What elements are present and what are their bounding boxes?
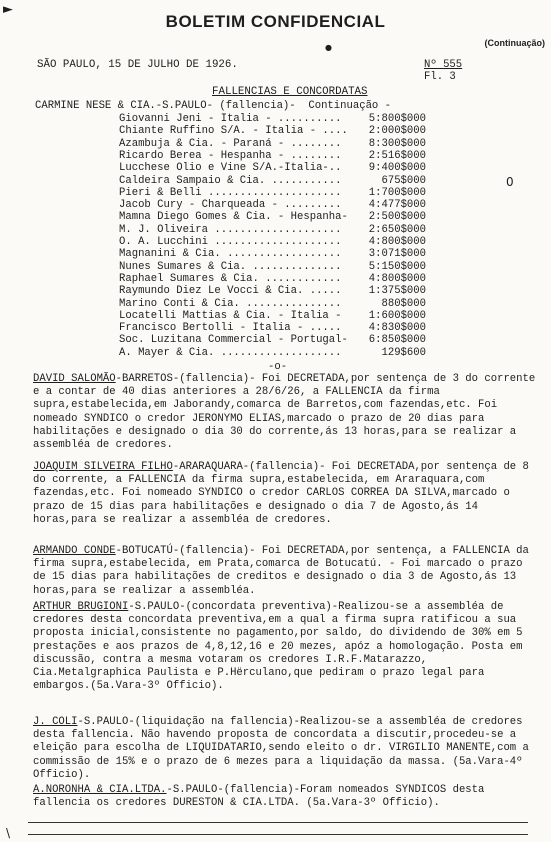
creditor-amount: 2:516$000 xyxy=(368,149,426,162)
creditor-row xyxy=(119,272,426,285)
creditor-row xyxy=(119,211,426,224)
corner-arrow-mark: ► xyxy=(3,2,13,17)
creditor-amount: 2:000$000 xyxy=(368,125,426,138)
creditor-amount: 675$000 xyxy=(381,174,426,187)
separator-mark: -o- xyxy=(268,361,288,373)
section-heading: FALLENCIAS E CONCORDATAS xyxy=(212,86,368,98)
creditor-row xyxy=(119,137,426,150)
closing-rule-2 xyxy=(28,834,528,835)
creditor-amount: 1:700$000 xyxy=(368,186,426,199)
creditor-name: A. Mayer & Cia. ................... xyxy=(119,346,342,359)
creditor-amount: 4:800$000 xyxy=(368,272,426,285)
creditor-amount: 9:400$000 xyxy=(368,162,426,175)
creditor-row xyxy=(119,260,426,273)
creditor-name: M. J. Oliveira .................... xyxy=(119,223,342,236)
creditor-row xyxy=(119,334,426,347)
creditor-name: Mamna Diego Gomes & Cia. - Hespanha- xyxy=(119,211,348,224)
creditor-name: Caldeira Sampaio & Cia. ........... xyxy=(119,174,342,187)
creditor-row xyxy=(119,125,426,138)
creditor-amount: 5:150$000 xyxy=(368,260,426,273)
creditor-amount: 8:300$000 xyxy=(368,137,426,150)
entry-head: J. COLI xyxy=(33,716,78,728)
date-line: SÃO PAULO, 15 DE JULHO DE 1926. xyxy=(37,59,238,71)
creditor-amount: 1:375$000 xyxy=(368,285,426,298)
entry-david-salomao xyxy=(33,373,538,452)
creditor-amount: 4:830$000 xyxy=(368,322,426,335)
creditor-name: Francisco Bertolli - Italia - ..... xyxy=(119,322,342,335)
creditor-name: Soc. Luzitana Commercial - Portugal- xyxy=(119,334,348,347)
entry-head: DAVID SALOMÃO xyxy=(33,373,116,385)
entry-armando-conde xyxy=(33,545,538,598)
entry-text: -S.PAULO-(concordata preventiva)-Realizou-se a assembléa de credores desta concordata preventiva,em a qual a firma supra ratificou a sua proposta inicial,consistente no pagamento,por saldo, do dividendo de 30% em 5 prestações e aos prazos de 4,8,12,16 e 20 mezes, apóz a homologação. Posta em discussão, contra a mesma votaram os credores I.R.F.Matarazzo, Cia.Metalgraphica Paulista e P.Hërculano,que pediram o prazo legal para embargos.(5a.Vara-3º Officio). xyxy=(33,601,523,693)
creditor-row xyxy=(119,186,426,199)
creditor-row xyxy=(119,297,426,310)
closing-rule-1 xyxy=(28,822,528,823)
creditor-name: Marino Conti & Cia. ............... xyxy=(119,297,342,310)
creditor-row xyxy=(119,199,426,212)
creditor-row xyxy=(119,285,426,298)
creditor-amount: 4:477$000 xyxy=(368,199,426,212)
entry-head: ARTHUR BRUGIONI xyxy=(33,601,129,613)
center-dot-mark: ● xyxy=(325,43,332,52)
creditor-amount: 5:800$000 xyxy=(368,113,426,125)
creditor-amount: 129$600 xyxy=(381,346,426,359)
entry-joaquim-silveira xyxy=(33,461,538,527)
entry-head: JOAQUIM SILVEIRA FILHO xyxy=(33,461,173,473)
creditor-name: Raphael Sumares & Cia. ............ xyxy=(119,272,342,285)
entry-text: -BARRETOS-(fallencia)- Foi DECRETADA,por sentença de 3 do corrente e a contar de 40 dias anteriores a 28/6/26, a FALLENCIA da firma supra,estabelecida,em Jaborandy,comarca de Barretos,com fazendas,etc. Foi nomeado SYNDICO o credor JERONYMO ELIAS,marcado o prazo de 20 dias para habilitações e designado o dia 30 do corrente,ás 13 horas,para se realizar a assembléa de credores. xyxy=(33,373,536,452)
entry-head: ARMANDO CONDE xyxy=(33,545,116,557)
creditor-name: Magnanini & Cia. .................. xyxy=(119,248,342,261)
creditor-amount: 3:071$000 xyxy=(368,248,426,261)
creditor-row xyxy=(119,174,426,187)
creditor-amount: 880$000 xyxy=(381,297,426,310)
page-number: Fl. 3 xyxy=(424,71,456,83)
creditor-row xyxy=(119,248,426,261)
creditor-row xyxy=(119,162,426,175)
creditor-name: Lucchese Olio e Vine S/A.-Italia-.. xyxy=(119,162,342,175)
creditor-amount: 2:500$000 xyxy=(368,211,426,224)
creditor-name: Locatelli Mattias & Cia. - Italia - xyxy=(119,309,342,322)
creditor-amount: 6:850$000 xyxy=(368,334,426,347)
carmine-heading: CARMINE NESE & CIA.-S.PAULO- (fallencia)- Continuação - xyxy=(35,100,392,112)
entry-head: A.NORONHA & CIA.LTDA. xyxy=(33,784,167,796)
entry-a-noronha xyxy=(33,784,538,810)
creditor-name: Giovanni Jeni - Italia - .......... xyxy=(119,113,342,125)
continuation-label: (Continuação) xyxy=(484,38,545,48)
margin-paren-mark: 0 xyxy=(506,175,514,189)
creditor-name: Nunes Sumares & Cia. .............. xyxy=(119,260,342,273)
creditor-name: Pieri & Belli ..................... xyxy=(119,186,342,199)
creditor-row xyxy=(119,149,426,162)
bulletin-number: Nº 555 xyxy=(424,59,463,71)
creditor-amount: 1:600$000 xyxy=(368,309,426,322)
creditor-name: Raymundo Diez Le Vocci & Cia. ..... xyxy=(119,285,342,298)
entry-text: -S.PAULO-(fallencia)-Foram nomeados SYNDICOS desta fallencia os credores DURESTON & CIA.LTDA. (5a.Vara-3º Officio). xyxy=(33,784,485,810)
creditor-name: Azambuja & Cia. - Paraná - ........ xyxy=(119,137,342,150)
creditor-row xyxy=(119,322,426,335)
creditor-row xyxy=(119,113,426,125)
creditor-row xyxy=(119,236,426,248)
entry-j-coli xyxy=(33,716,538,782)
creditor-name: O. A. Lucchini .................... xyxy=(119,236,342,248)
bottom-corner-mark: \ xyxy=(6,826,11,840)
entry-text: -S.PAULO-(liquidação na fallencia)-Realizou-se a assembléa de credores desta fallencia. Não havendo proposta de concordata a discutir,procedeu-se a eleição para escolha de LIQUIDATARIO,sendo eleito o dr. VIRGILIO MANENTE,com a commissão de 15% e o prazo de 6 mezes para a liquidação da massa. (5a.Vara-4º Officio). xyxy=(33,716,529,781)
document-title: BOLETIM CONFIDENCIAL xyxy=(165,12,386,31)
creditor-row xyxy=(119,346,426,359)
creditor-row xyxy=(119,309,426,322)
creditor-row xyxy=(119,223,426,236)
creditor-name: Ricardo Berea - Hespanha - ........ xyxy=(119,149,342,162)
creditor-name: Chiante Ruffino S/A. - Italia - .... xyxy=(119,125,348,138)
creditor-name: Jacob Cury - Charqueada - ......... xyxy=(119,199,342,212)
entry-arthur-brugioni xyxy=(33,601,538,693)
entry-text: -BOTUCATÚ-(fallencia)- Foi DECRETADA,por sentença, a FALLENCIA da firma supra,estabelecida, em Prata,comarca de Botucatú. - Foi marcado o prazo de 15 dias para habilitações de creditos e designado o dia 3 de Agosto,ás 13 horas,para se realizar a assembléa. xyxy=(33,545,529,597)
creditor-amount: 2:650$000 xyxy=(368,223,426,236)
creditor-amount: 4:800$000 xyxy=(368,236,426,248)
entry-text: -ARARAQUARA-(fallencia)- Foi DECRETADA,por sentença de 8 do corrente, a FALLENCIA da firma supra,estabelecida, em Araraquara,com fazendas,etc. Foi nomeado SYNDICO o credor CARLOS CORREA DA SILVA,marcado o prazo de 15 dias para habilitações e designado o dia 7 de Agosto,ás 14 horas,para se realizar a assembléa de credores. xyxy=(33,461,529,526)
